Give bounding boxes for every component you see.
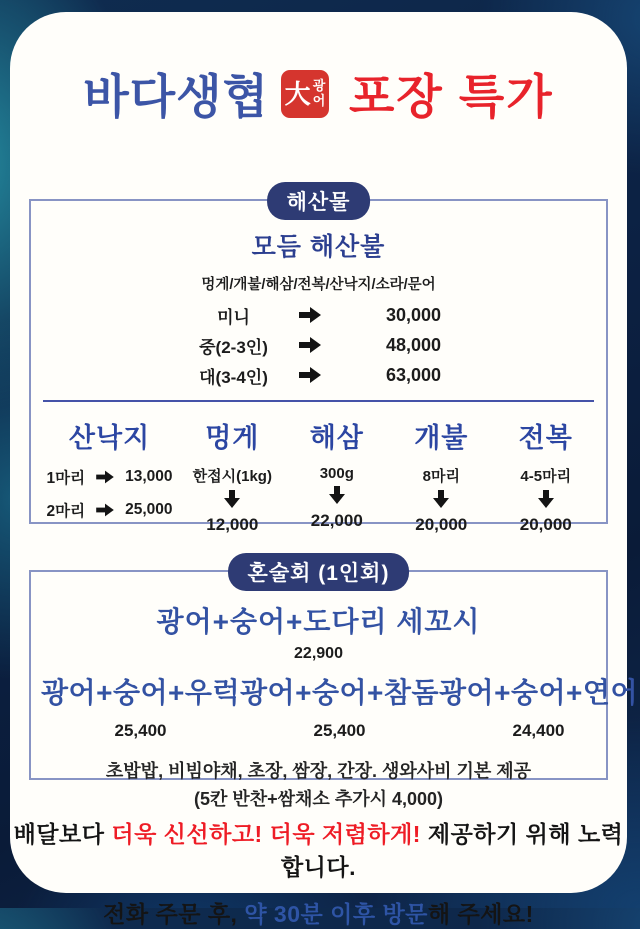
assorted-seafood-price-list xyxy=(31,300,606,390)
solo-sashimi-section-box xyxy=(29,562,638,809)
arrow-down-icon xyxy=(224,490,240,508)
arrow-down-wrap xyxy=(494,490,598,513)
arrow-down-wrap xyxy=(285,486,389,509)
combo-name: 광어+숭어+우럭 xyxy=(41,677,240,708)
unit-label: 8마리 xyxy=(422,468,460,485)
arrow-down-wrap xyxy=(180,490,284,513)
flounder-badge-char-top: 광 xyxy=(312,78,326,94)
set-size-label: 대(3-4인) xyxy=(199,367,268,387)
flounder-badge-big-char: 大 xyxy=(284,78,311,109)
arrow-down-icon xyxy=(329,486,345,504)
column-sannakji xyxy=(39,416,180,535)
set-price-row xyxy=(31,300,606,330)
arrow-right-icon xyxy=(96,504,114,517)
flounder-badge-char-bottom: 어 xyxy=(312,92,326,108)
column-name: 해삼 xyxy=(309,423,364,453)
seafood-section-box xyxy=(29,191,608,534)
arrow-right-icon xyxy=(96,471,114,484)
unit-label: 300g xyxy=(319,465,354,482)
combo-name: 광어+숭어+연어 xyxy=(439,677,638,708)
combo-price: 24,400 xyxy=(512,721,565,740)
combo-item xyxy=(41,671,240,741)
quantity-label: 2마리 xyxy=(46,503,86,520)
column-gaebul xyxy=(389,416,493,535)
set-price-row xyxy=(31,330,606,360)
column-name: 멍게 xyxy=(205,423,260,453)
arrow-right-icon xyxy=(299,367,321,383)
set-price: 63,000 xyxy=(385,364,442,385)
column-meongge xyxy=(180,416,284,535)
footer-line2-prefix: 전화 주문 후, xyxy=(103,901,245,927)
set-size-label: 중(2-3인) xyxy=(199,337,268,357)
solo-sashimi-section-badge: 혼술회 (1인회) xyxy=(228,553,410,591)
column-haesam xyxy=(285,416,389,535)
unit-label: 4-5마리 xyxy=(520,468,572,485)
column-name: 전복 xyxy=(518,423,573,453)
flounder-badge-stack xyxy=(313,79,326,108)
footer-line2-suffix: 해 주세요! xyxy=(427,901,534,927)
footer-line1-suffix: 제공하기 위해 노력합니다. xyxy=(280,821,624,880)
price-value: 20,000 xyxy=(415,515,468,534)
footer-line2-highlight: 약 30분 이후 방문 xyxy=(244,901,428,927)
column-jeonbok xyxy=(494,416,598,535)
section-divider xyxy=(43,400,594,402)
seafood-section-badge: 해산물 xyxy=(267,182,371,220)
combo-item xyxy=(439,671,638,741)
price-value: 25,000 xyxy=(125,501,173,518)
arrow-down-wrap xyxy=(389,490,493,513)
set-price: 30,000 xyxy=(385,304,442,325)
price-value: 13,000 xyxy=(125,468,173,485)
quantity-label: 1마리 xyxy=(46,470,86,487)
featured-combo-name: 광어+숭어+도다리 세꼬시 xyxy=(156,606,481,637)
footer-line1-prefix: 배달보다 xyxy=(13,821,112,847)
arrow-right-icon xyxy=(299,307,321,323)
set-price: 48,000 xyxy=(385,334,442,355)
flyer-title xyxy=(10,60,627,127)
combo-price: 25,400 xyxy=(114,721,167,740)
footer-notice xyxy=(10,816,627,929)
flounder-badge xyxy=(281,70,329,118)
column-name: 산낙지 xyxy=(68,423,151,453)
featured-combo-price: 22,900 xyxy=(294,645,343,662)
unit-label: 한접시(1kg) xyxy=(192,468,272,485)
set-price-row xyxy=(31,360,606,390)
single-item-columns xyxy=(31,416,606,535)
column-price-row xyxy=(39,499,180,521)
promo-title: 포장 특가 xyxy=(348,70,554,123)
set-size-label: 미니 xyxy=(217,307,250,327)
combo-items-row xyxy=(31,671,638,741)
arrow-down-icon xyxy=(538,490,554,508)
arrow-down-icon xyxy=(433,490,449,508)
assorted-seafood-contents: 멍게/개불/해삼/전복/산낙지/소라/문어 xyxy=(201,277,436,293)
price-value: 22,000 xyxy=(310,511,363,530)
price-value: 20,000 xyxy=(519,515,572,534)
arrow-right-icon xyxy=(299,337,321,353)
footer-line-1 xyxy=(10,816,627,882)
included-items-text: 초밥밥, 비빔야채, 초장, 쌈장, 간장. 생와사비 기본 제공 xyxy=(105,761,532,781)
assorted-seafood-heading: 모듬 해산불 xyxy=(251,233,386,261)
combo-price: 25,400 xyxy=(313,721,366,740)
price-value: 12,000 xyxy=(206,515,259,534)
combo-item xyxy=(240,671,439,741)
column-price-row xyxy=(39,466,180,488)
column-name: 개불 xyxy=(414,423,469,453)
included-note-text: (5칸 반찬+쌈채소 추가시 4,000) xyxy=(193,789,444,809)
combo-name: 광어+숭어+참돔 xyxy=(240,677,439,708)
brand-name: 바다생협 xyxy=(83,70,269,123)
footer-line-2 xyxy=(10,896,627,929)
flyer-card xyxy=(10,12,638,927)
footer-line1-highlight: 더욱 신선하고! 더욱 저렴하게! xyxy=(111,821,421,847)
